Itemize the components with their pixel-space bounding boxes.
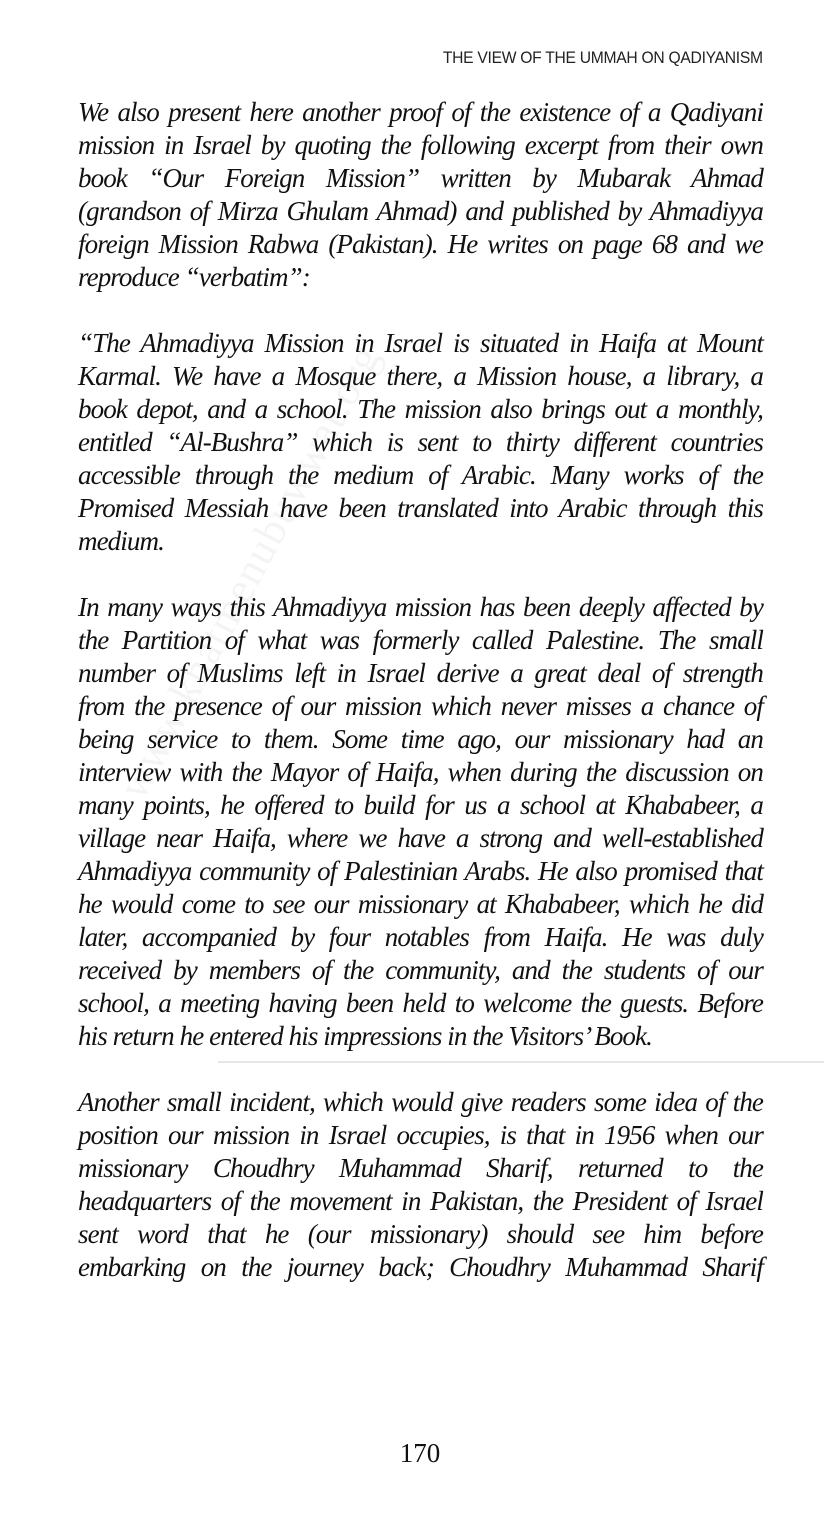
text-line: entitled “Al-Bushra” which is sent to thirty different countries <box>78 427 763 457</box>
text-line: medium. <box>78 526 164 556</box>
text-line: mission in Israel by quoting the following excerpt from their own <box>78 130 763 160</box>
paragraph-intro <box>78 96 763 294</box>
text-line: many points, he offered to build for us a school at Khababeer, a <box>78 790 763 820</box>
text-line: from the presence of our mission which never misses a chance of <box>78 691 763 721</box>
text-line: village near Haifa, where we have a strong and well-established <box>78 823 763 853</box>
text-line: being service to them. Some time ago, our missionary had an <box>78 724 763 754</box>
page-number: 170 <box>399 1438 441 1468</box>
text-line: (grandson of Mirza Ghulam Ahmad) and published by Ahmadiyya <box>78 196 763 226</box>
text-line: reproduce “verbatim”: <box>78 262 310 292</box>
text-line: book “Our Foreign Mission” written by Mubarak Ahmad <box>78 163 763 193</box>
text-line: school, a meeting having been held to welcome the guests. Before <box>78 988 763 1018</box>
text-line: received by members of the community, and the students of our <box>78 955 763 985</box>
text-line: Karmal. We have a Mosque there, a Mission house, a library, a <box>78 361 763 391</box>
text-line: accessible through the medium of Arabic. Many works of the <box>78 460 763 490</box>
text-line: he would come to see our missionary at Khababeer, which he did <box>78 889 763 919</box>
text-line: later, accompanied by four notables from Haifa. He was duly <box>78 922 763 952</box>
text-line: the Partition of what was formerly called Palestine. The small <box>78 625 763 655</box>
text-line: embarking on the journey back; Choudhry Muhammad Sharif <box>78 1252 763 1282</box>
text-line: number of Muslims left in Israel derive a great deal of strength <box>78 658 763 688</box>
text-line: foreign Mission Rabwa (Pakistan). He writes on page 68 and we <box>78 229 763 259</box>
running-header: THE VIEW OF THE UMMAH ON QADIYANISM <box>443 48 763 67</box>
body-text <box>78 96 763 1317</box>
text-line: book depot, and a school. The mission also brings out a monthly, <box>78 394 763 424</box>
text-line: “The Ahmadiyya Mission in Israel is situated in Haifa at Mount <box>78 328 763 358</box>
text-line: We also present here another proof of the existence of a Qadiyani <box>78 97 763 127</box>
text-line: interview with the Mayor of Haifa, when during the discussion on <box>78 757 763 787</box>
text-line: headquarters of the movement in Pakistan, the President of Israel <box>78 1186 763 1216</box>
text-line: missionary Choudhry Muhammad Sharif, returned to the <box>78 1153 763 1183</box>
text-line: sent word that he (our missionary) should see him before <box>78 1219 763 1249</box>
paragraph-partition <box>78 591 763 1053</box>
paragraph-incident <box>78 1086 763 1284</box>
text-line: Another small incident, which would give readers some idea of the <box>78 1087 763 1117</box>
text-line: In many ways this Ahmadiyya mission has been deeply affected by <box>78 592 763 622</box>
text-line: position our mission in Israel occupies, is that in 1956 when our <box>78 1120 763 1150</box>
text-line: Promised Messiah have been translated into Arabic through this <box>78 493 763 523</box>
text-line: Ahmadiyya community of Palestinian Arabs. He also promised that <box>78 856 763 886</box>
text-line: his return he entered his impressions in the Visitors’ Book. <box>78 1021 652 1051</box>
paragraph-quote-mission <box>78 327 763 558</box>
